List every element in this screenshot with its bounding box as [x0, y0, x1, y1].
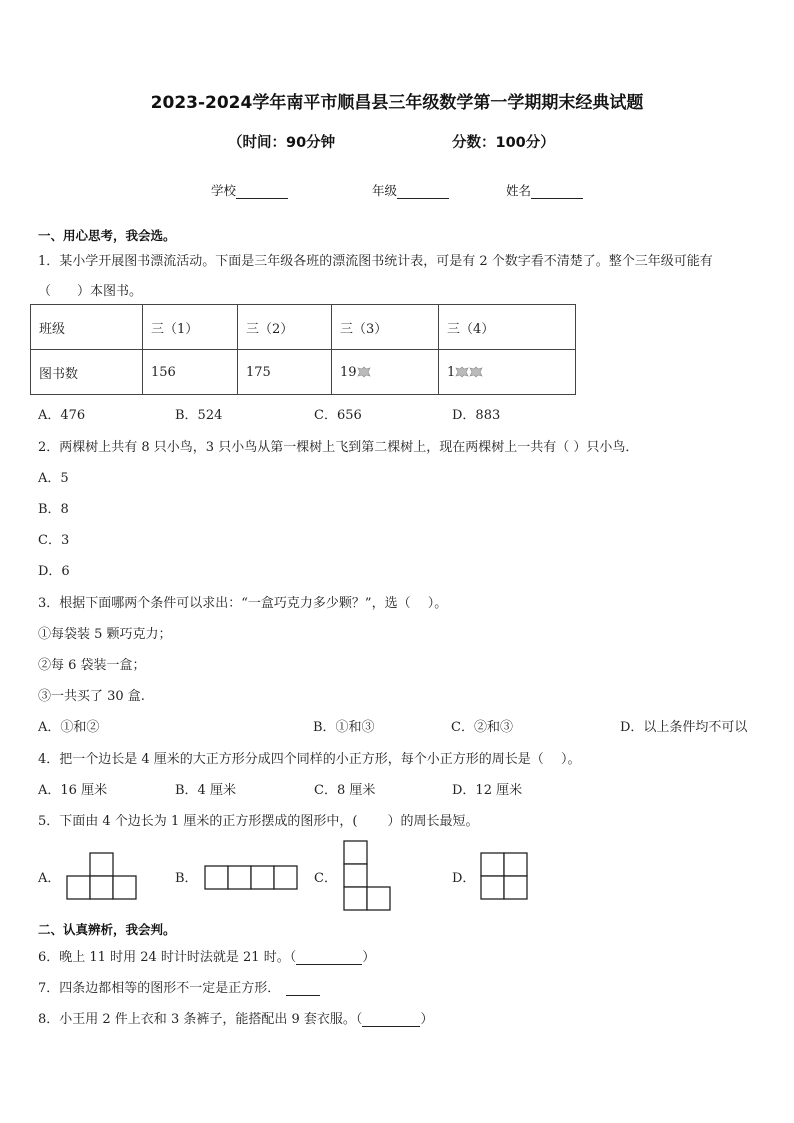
q3-option-a[interactable]: A．①和②: [38, 720, 100, 735]
q1-stem-line2: （ ）本图书。: [38, 284, 143, 299]
q7-answer-blank[interactable]: [286, 982, 320, 996]
q6-stem: 6．晚上 11 时用 24 时计时法就是 21 时。（: [38, 950, 297, 965]
q3-option-d[interactable]: D．以上条件均不可以: [620, 720, 748, 735]
table-cell: 三（4）: [439, 305, 576, 350]
table-cell: 156: [143, 350, 238, 395]
q5-option-a[interactable]: A．: [38, 871, 61, 886]
table-cell: 三（1）: [143, 305, 238, 350]
q8-end: ）: [420, 1012, 434, 1027]
table-cell: 三（3）: [332, 305, 439, 350]
name-field: [506, 181, 583, 199]
q8-line: [38, 1008, 433, 1027]
school-blank[interactable]: [236, 185, 288, 199]
q2-option-c[interactable]: C．3: [38, 533, 70, 548]
partial-value: 1: [447, 364, 456, 380]
school-field: [211, 181, 288, 199]
q1-option-d[interactable]: D．883: [452, 408, 501, 423]
name-label: 姓名: [506, 183, 532, 198]
q6-end: ）: [362, 950, 376, 965]
q5-option-b[interactable]: B．: [175, 871, 198, 886]
section-2-title: 二、认真辨析，我会判。: [38, 922, 176, 937]
partial-value: 19: [340, 364, 357, 380]
section-1-title: 一、用心思考，我会选。: [38, 228, 176, 243]
q4-option-d[interactable]: D．12 厘米: [452, 783, 523, 798]
table-row: [31, 350, 576, 395]
q1-option-a[interactable]: A．476: [38, 408, 86, 423]
q5-shape-d[interactable]: [480, 852, 530, 902]
q5-shape-c[interactable]: [343, 840, 393, 914]
q3-condition-2: ②每 6 袋装一盒；: [38, 658, 146, 673]
q4-stem: 4．把一个边长是 4 厘米的大正方形分成四个同样的小正方形，每个小正方形的周长是（ ）。: [38, 752, 581, 767]
q8-answer-blank[interactable]: [362, 1013, 420, 1027]
table-cell: [439, 350, 576, 395]
q3-condition-1: ①每袋装 5 颗巧克力；: [38, 627, 172, 642]
school-label: 学校: [211, 183, 237, 198]
q1-table: [30, 304, 576, 395]
table-cell: 三（2）: [238, 305, 332, 350]
q4-option-b[interactable]: B．4 厘米: [175, 783, 236, 798]
q1-option-b[interactable]: B．524: [175, 408, 223, 423]
q5-option-d[interactable]: D．: [452, 871, 476, 886]
table-cell: [332, 350, 439, 395]
q2-option-b[interactable]: B．8: [38, 502, 69, 517]
table-row: [31, 305, 576, 350]
name-blank[interactable]: [531, 185, 583, 199]
q3-stem: 3．根据下面哪两个条件可以求出：“一盒巧克力多少颗？”，选（ ）。: [38, 596, 448, 611]
q8-stem: 8．小王用 2 件上衣和 3 条裤子，能搭配出 9 套衣服。（: [38, 1012, 363, 1027]
q2-stem: 2．两棵树上共有 8 只小鸟，3 只小鸟从第一棵树上飞到第二棵树上，现在两棵树上一共有（ ）只小鸟．: [38, 440, 639, 455]
q6-answer-blank[interactable]: [296, 951, 362, 965]
q4-option-a[interactable]: A．16 厘米: [38, 783, 108, 798]
q2-option-d[interactable]: D．6: [38, 564, 70, 579]
q3-option-c[interactable]: C．②和③: [451, 720, 513, 735]
blot-icon: [469, 366, 483, 378]
q3-option-b[interactable]: B．①和③: [313, 720, 375, 735]
q5-shape-b[interactable]: [204, 865, 300, 891]
q1-stem-line1: 1．某小学开展图书漂流活动。下面是三年级各班的漂流图书统计表，可是有 2 个数字看不清楚了。整个三年级可能有: [38, 254, 713, 269]
table-cell: 175: [238, 350, 332, 395]
exam-time: （时间：90分钟: [228, 135, 336, 151]
q2-option-a[interactable]: A．5: [38, 471, 69, 486]
q5-stem: 5．下面由 4 个边长为 1 厘米的正方形摆成的图形中，( ）的周长最短。: [38, 814, 479, 829]
table-cell: 班级: [31, 305, 143, 350]
grade-field: [372, 181, 449, 199]
q4-option-c[interactable]: C．8 厘米: [314, 783, 376, 798]
q5-option-c[interactable]: C．: [314, 871, 337, 886]
table-cell: 图书数: [31, 350, 143, 395]
exam-score: 分数：100分）: [452, 135, 555, 151]
blot-icon: [455, 366, 469, 378]
grade-blank[interactable]: [397, 185, 449, 199]
q3-condition-3: ③一共买了 30 盒.: [38, 689, 145, 704]
grade-label: 年级: [372, 183, 398, 198]
blot-icon: [357, 366, 371, 378]
q5-shape-a[interactable]: [66, 852, 140, 902]
q7-line: [38, 977, 320, 996]
q1-option-c[interactable]: C．656: [314, 408, 362, 423]
exam-title: 2023-2024学年南平市顺昌县三年级数学第一学期期末经典试题: [150, 93, 644, 113]
q6-line: [38, 946, 375, 965]
q7-stem: 7．四条边都相等的图形不一定是正方形．: [38, 981, 281, 996]
